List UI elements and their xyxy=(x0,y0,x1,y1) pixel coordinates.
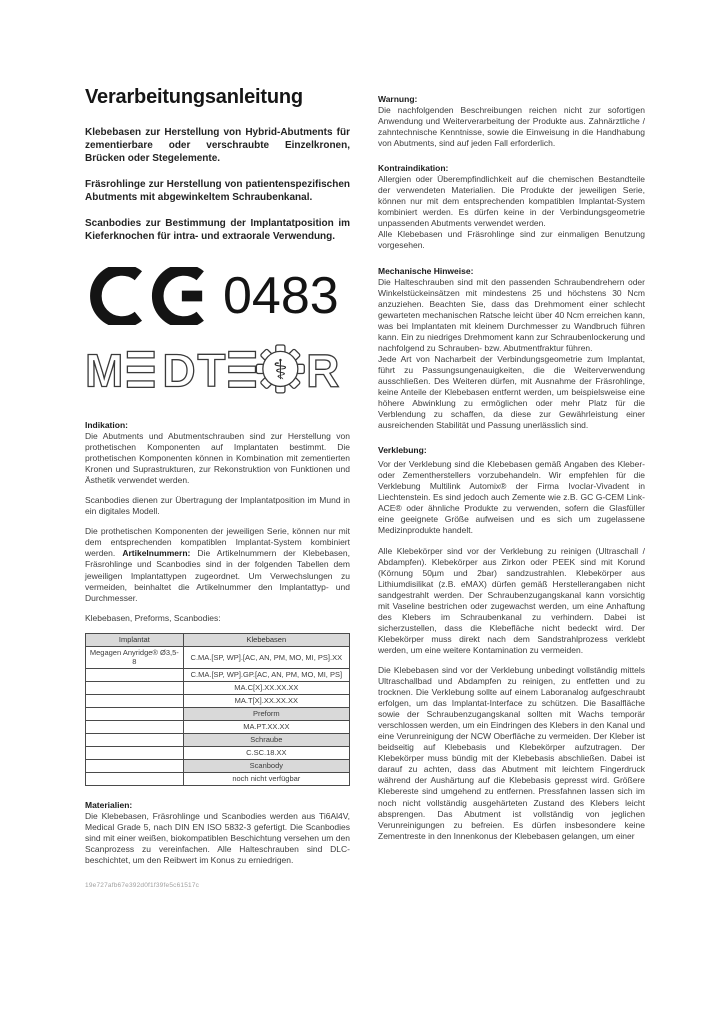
right-column xyxy=(378,86,645,889)
intro-paragraph-fraesrohlinge: Fräsrohlinge zur Herstellung von patientenspezifischen Abutments mit abgewinkeltem Schraubenkanal. xyxy=(85,179,350,203)
table-cell xyxy=(86,746,184,759)
table-cell: MA.T[X].XX.XX.XX xyxy=(183,694,349,707)
table-subheader-cell: Scanbody xyxy=(183,759,349,772)
table-row xyxy=(86,668,350,681)
logo-letter-m: M xyxy=(85,344,124,395)
kontraindikation-section xyxy=(378,163,645,251)
table-cell: Megagen Anyridge® Ø3,5-8 xyxy=(86,646,184,668)
page-title: Verarbeitungsanleitung xyxy=(85,86,303,108)
indikation-paragraph-3-text: Die prothetischen Komponenten der jeweiligen Serie, können nur mit dem entsprechenden kompatiblen Implantat-System kombiniert werden. xyxy=(85,526,350,559)
materialien-paragraph: Die Klebebasen, Fräsrohlinge und Scanbodies werden aus Ti6Al4V, Medical Grade 5, nach DIN EN ISO 5832-3 gefertigt. Die Scanbodies sind mit einer weißen, biokompatiblen Beschichtung versehen um den Scanprozess zu vereinfachen. Alle Halteschrauben sind DLC-beschichtet, um den Reibwert im Konus zu erniedrigen. xyxy=(85,810,350,865)
table-cell xyxy=(86,772,184,785)
warnung-paragraph: Die nachfolgenden Beschreibungen reichen nicht zur sofortigen Anwendung und Weiterverarbeitung der Produkte aus. Zahnärztliche / zahntechnische Kenntnisse, sowie die Einweisung in die Handhabung von Abutments, sind auf jeden Fall erforderlich. xyxy=(378,105,645,149)
materialien-heading: Materialien: xyxy=(85,799,133,810)
article-number-table xyxy=(85,633,350,786)
asclepius-staff-icon: ⚕ xyxy=(272,353,288,387)
table-cell xyxy=(86,668,184,681)
verklebung-section xyxy=(378,445,645,842)
kontraindikation-heading: Kontraindikation: xyxy=(378,163,449,174)
table-row xyxy=(86,720,350,733)
table-header-row xyxy=(86,633,350,646)
table-cell: MA.PT.XX.XX xyxy=(183,720,349,733)
intro-section xyxy=(85,126,350,243)
table-cell: C.MA.[SP, WP].GP.[AC, AN, PM, MO, MI, PS] xyxy=(183,668,349,681)
table-cell: MA.C[X].XX.XX.XX xyxy=(183,681,349,694)
indikation-paragraph-3-cont: Die Artikelnummern der Klebebasen, Fräsrohlinge und Scanbodies sind in der folgenden Tabellen dem jeweiligen Implantattypen zugeordnet. Um Verwechslungen zu vermeiden, beinhaltet die Artikelnummer den Implantattyp- und Durchmesser. xyxy=(85,548,350,603)
logo-letter-d: D xyxy=(162,344,196,395)
table-row xyxy=(86,646,350,668)
indikation-heading: Indikation: xyxy=(85,420,128,430)
table-cell xyxy=(86,759,184,772)
table-cell xyxy=(86,694,184,707)
verklebung-paragraph-3: Die Klebebasen sind vor der Verklebung unbedingt vollständig mittels Ultraschallbad und Abdampfen zu reinigen, zu entfetten und zu trocknen. Die Verklebung sollte auf einem Laboranalog aufgeschraubt erfolgen, um das Implantat-Interface zu schützen. Die Basalfläche sowie der Schraubenzugangskanal sollten mit Wachs temporär verschlossen werden, um ein Eindringen des Klebers in den Kanal und eine Verunreinigung der NCW Oberfläche zu vermeiden. Der Kleber ist beidseitig auf Klebebasis und Klebekörper aufzutragen. Der Klebekörper muss bündig mit der Klebebasis abschließen. Dabei ist darauf zu achten, dass das Abutment mit leichtem Fingerdruck während der Aushärtung auf die Klebebasis gepresst wird. Größere Klebereste sind umgehend zu entfernen. Pressfahnen lassen sich im noch nicht vollständig ausgehärteten Zustand des Klebers leicht absprengen. Das Abutment ist vollständig von jeglichen Verunreinigungen zu befreien. Es dürfen insbesondere keine Zementreste in den Innenkonus der Klebebasen gelangen, um einer xyxy=(378,664,645,841)
table-subheader-row-preform xyxy=(86,707,350,720)
kontraindikation-paragraph-2: Alle Klebebasen und Fräsrohlinge sind zur einmaligen Benutzung vorgesehen. xyxy=(378,229,645,251)
gear-icon xyxy=(256,345,304,393)
warnung-section xyxy=(378,94,645,149)
materialien-section xyxy=(85,800,350,866)
logo-letter-t: T xyxy=(197,344,226,395)
table-header-implantat: Implantat xyxy=(86,633,184,646)
table-cell: C.MA.[SP, WP].[AC, AN, PM, MO, MI, PS].XX xyxy=(183,646,349,668)
medteor-logo-icon xyxy=(85,341,343,395)
medteor-logo xyxy=(85,341,350,400)
ce-mark-block xyxy=(85,265,350,327)
table-cell: C.SC.18.XX xyxy=(183,746,349,759)
footer-hash: 19e727afb67e392d0f1f39fe5c61517c xyxy=(85,881,200,889)
kontraindikation-paragraph-1: Allergien oder Überempfindlichkeit auf die chemischen Bestandteile der verwendeten Materialien. Die Produkte der jeweiligen Serie, können nur mit dem entsprechenden kompatiblen Implantat-System kombiniert werden. Es dürfen keine in der Verbindungsgeometrie unpassenden Abutments verwendet werden. xyxy=(378,174,645,229)
ce-number: 0483 xyxy=(223,267,339,325)
warnung-heading: Warnung: xyxy=(378,94,418,104)
table-cell xyxy=(86,720,184,733)
mechanische-hinweise-heading: Mechanische Hinweise: xyxy=(378,265,474,276)
table-row xyxy=(86,694,350,707)
table-cell xyxy=(86,707,184,720)
indikation-section xyxy=(85,420,350,624)
indikation-paragraph-3 xyxy=(85,526,350,603)
table-row xyxy=(86,772,350,785)
table-row xyxy=(86,746,350,759)
verklebung-heading: Verklebung: xyxy=(378,445,427,456)
mechanische-hinweise-paragraph-2: Jede Art von Nacharbeit der Verbindungsgeometrie zum Implantat, führt zu Passungsungenauigkeiten, die die Weiterverwendung ausschließen. Des Weiteren dürfen, mit Ausnahme der Fräsrohlinge, keine Anteile der Klebebasen entfernt werden, um beispielsweise eine höhere Abwinklung zu ermöglichen oder mehr Platz für die Verblendung zu schaffen, da diese zur Gewährleistung einer ausreichenden Stabilität und Passung unerlässlich sind. xyxy=(378,353,645,431)
intro-paragraph-klebebasen: Klebebasen zur Herstellung von Hybrid-Abutments für zementierbare oder verschraubte Einzelkronen, Brücken oder Stegelemente. xyxy=(85,127,350,164)
table-subheader-cell: Preform xyxy=(183,707,349,720)
verklebung-paragraph-1: Vor der Verklebung sind die Klebebasen gemäß Angaben des Kleber- oder Zementherstellers vorzubehandeln. Wir empfehlen für die Verklebung Multilink Automix® der Firma Ivoclar-Vivadent in Liechtenstein. Es sind jedoch auch Zemente wie z.B. GC G-CEM Link-ACE® oder ähnliche Produkte zu verwenden, sofern die Glasfüller eine geeignete Größe aufweisen und es sich um zugelassene Medizinprodukte handelt. xyxy=(378,459,645,536)
ce-mark-icon xyxy=(85,267,213,325)
intro-paragraph-scanbodies: Scanbodies zur Bestimmung der Implantatposition im Kieferknochen für intra- und extraorale Verwendung. xyxy=(85,218,350,242)
mechanische-hinweise-section xyxy=(378,266,645,432)
logo-letter-e1 xyxy=(127,351,154,387)
artikelnummern-label: Artikelnummern: xyxy=(122,548,191,559)
table-subheader-row-schraube xyxy=(86,733,350,746)
logo-letter-r: R xyxy=(306,344,340,395)
table-header-klebebasen: Klebebasen xyxy=(183,633,349,646)
mechanische-hinweise-paragraph-1: Die Halteschrauben sind mit den passenden Schraubendrehern oder Winkelstückeinsätzen mit mindestens 25 und höchstens 30 Ncm anzuziehen. Beachten Sie, dass das Drehmoment einer schlecht gewarteten mechanischen Ratsche leicht über 40 Ncm erreichen kann, was bei Implantaten mit kleinem Durchmesser zu Wandbruch führen kann. Ein zu niedriges Drehmoment kann zur Schraubenlockerung und nachfolgend zu Schrauben- bzw. Abutmentfraktur führen. xyxy=(378,276,645,353)
left-column xyxy=(85,86,350,889)
table-subheader-row-scanbody xyxy=(86,759,350,772)
table-subheader-cell: Schraube xyxy=(183,733,349,746)
indikation-paragraph-2: Scanbodies dienen zur Übertragung der Implantatposition im Mund in ein digitales Modell. xyxy=(85,495,350,517)
table-cell: noch nicht verfügbar xyxy=(183,772,349,785)
table-caption: Klebebasen, Preforms, Scanbodies: xyxy=(85,612,221,623)
table-cell xyxy=(86,733,184,746)
logo-letter-e2 xyxy=(229,351,256,387)
table-cell xyxy=(86,681,184,694)
verklebung-paragraph-2: Alle Klebekörper sind vor der Verklebung zu reinigen (Ultraschall / Abdampfen). Klebekörper aus Zirkon oder PEEK sind mit Korund (Körnung 50µm und 2bar) sandzustrahlen. Klebekörper aus Lithiumdisilikat (z.B. eMAX) dürfen gemäß Herstellerangaben nicht sandgestrahlt werden. Der Schraubenzugangskanal kann vorsichtig mit Vaseline bestrichen oder zugewachst werden, um eine Anhaftung des Klebers im Schraubenkanal zu verhindern. Dabei ist sicherzustellen, dass die Klebefläche nicht bedeckt wird. Der Klebekörper muss direkt nach dem Sandstrahlprozess verklebt werden, um eine weitere Kontamination zu vermeiden. xyxy=(378,545,645,655)
table-row xyxy=(86,681,350,694)
indikation-paragraph-1: Die Abutments und Abutmentschrauben sind zur Herstellung von prothetischen Komponenten auf Implantaten bestimmt. Die prothetischen Komponenten können in Kombination mit zementierten Kronen und Suprastrukturen, zur Rekonstruktion von Funktionen und Ästhetik verwendet werden. xyxy=(85,431,350,486)
